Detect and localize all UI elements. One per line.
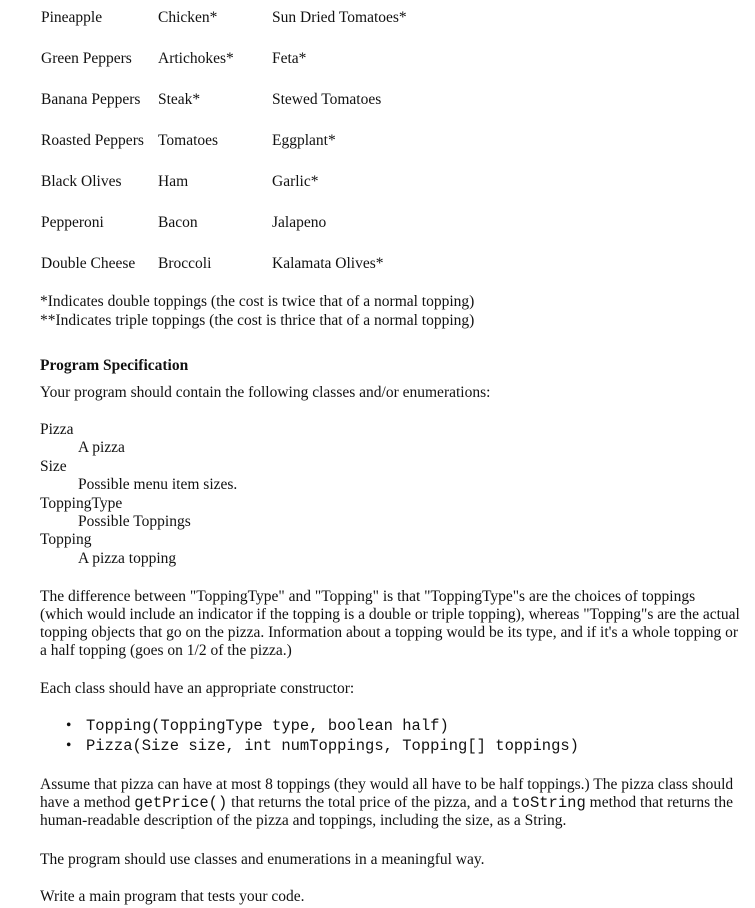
table-cell: Feta* — [272, 50, 307, 67]
table-cell: Kalamata Olives* — [272, 255, 384, 272]
assume-text: method that returns the human-readable description of the pizza and toppings, including the size, as a String. — [40, 794, 733, 829]
table-cell: Eggplant* — [272, 132, 336, 149]
class-desc: A pizza — [78, 439, 125, 456]
bullet: • — [66, 717, 72, 734]
table-cell: Garlic* — [272, 173, 319, 190]
table-cell: Green Peppers — [41, 50, 132, 67]
table-cell: Chicken* — [158, 9, 218, 26]
difference-paragraph: The difference between "ToppingType" and "Topping" is that "ToppingType"s are the choices of toppings (which would include an indicator if the topping is a double or triple topping), whereas "Topping"s are the actual topping objects that go on the pizza. Information about a topping would be its type, and if it's a whole topping or a half topping (goes on 1/2 of the pizza.) — [40, 588, 740, 659]
table-cell: Stewed Tomatoes — [272, 91, 382, 108]
class-name: ToppingType — [40, 495, 123, 512]
bullet: • — [66, 737, 72, 754]
class-name: Size — [40, 458, 67, 475]
section-heading: Program Specification — [40, 357, 189, 374]
assume-text: that returns the total price of the pizza, and a — [227, 794, 512, 811]
table-cell: Tomatoes — [158, 132, 219, 149]
table-cell: Black Olives — [41, 173, 122, 190]
class-name: Topping — [40, 531, 92, 548]
class-desc: Possible Toppings — [78, 513, 191, 530]
constructor-signature: Pizza(Size size, int numToppings, Topping[] toppings) — [86, 737, 579, 755]
list-item — [66, 717, 449, 735]
list-item — [66, 737, 579, 755]
table-cell: Jalapeno — [272, 214, 327, 231]
table-cell: Banana Peppers — [41, 91, 141, 108]
table-cell: Sun Dried Tomatoes* — [272, 9, 407, 26]
table-cell: Pineapple — [41, 9, 103, 26]
tostring-code: toString — [511, 794, 586, 812]
assume-text: Assume that pizza can have at most 8 toppings (they would all have to be half toppings.) The pizza class should have a method — [40, 776, 734, 811]
main-program-note: Write a main program that tests your code. — [40, 888, 305, 905]
table-cell: Steak* — [158, 91, 201, 108]
class-desc: A pizza topping — [78, 550, 177, 567]
classes-usage-note: The program should use classes and enumerations in a meaningful way. — [40, 851, 485, 868]
constructor-intro: Each class should have an appropriate constructor: — [40, 680, 355, 697]
table-cell: Pepperoni — [41, 214, 104, 231]
triple-topping-note: **Indicates triple toppings (the cost is thrice that of a normal topping) — [40, 312, 475, 329]
table-cell: Double Cheese — [41, 255, 136, 272]
getprice-code: getPrice() — [134, 794, 228, 812]
table-cell: Broccoli — [158, 255, 212, 272]
table-cell: Ham — [158, 173, 189, 190]
double-topping-note: *Indicates double toppings (the cost is twice that of a normal topping) — [40, 293, 475, 310]
table-cell: Roasted Peppers — [41, 132, 144, 149]
table-cell: Bacon — [158, 214, 198, 231]
class-name: Pizza — [40, 421, 74, 438]
spec-intro: Your program should contain the following classes and/or enumerations: — [40, 384, 491, 401]
assume-paragraph — [40, 776, 740, 830]
constructor-signature: Topping(ToppingType type, boolean half) — [86, 717, 449, 735]
table-cell: Artichokes* — [158, 50, 234, 67]
class-desc: Possible menu item sizes. — [78, 476, 238, 493]
